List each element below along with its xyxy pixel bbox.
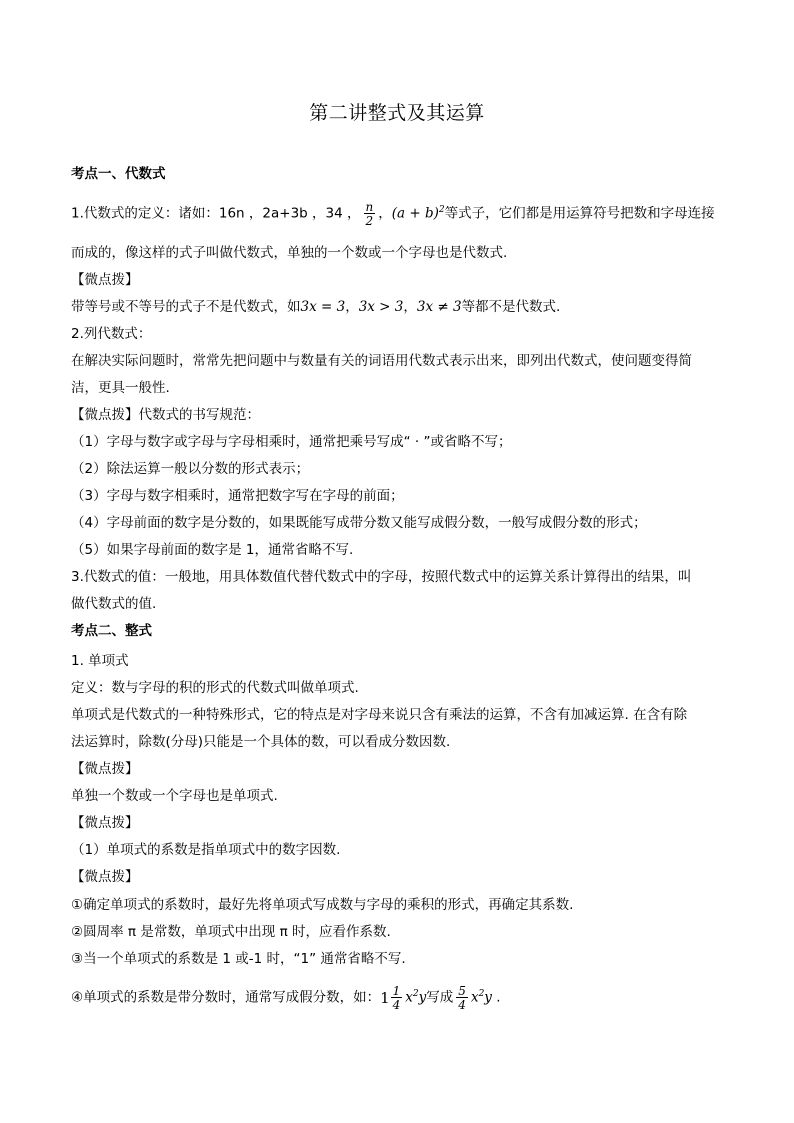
fraction-n-over-2: $\frac{n}{2}$ bbox=[365, 199, 374, 228]
tip-a-label: 【微点拨】 bbox=[71, 761, 139, 777]
point-2: ②圆周率 π 是常数，单项式中出现 π 时，应看作系数. bbox=[71, 924, 391, 940]
item1-line1: 1.代数式的定义：诸如：16n ，2a+3b ，34 ， $\frac{n}{2}$ ，$(a + b)^2$等式子，它们都是用运算符号把数和字母连接 bbox=[71, 199, 715, 228]
point-4: ④单项式的系数是带分数时，通常写成假分数，如：1 $\frac{1}{4}$ $x^2y$写成 $\frac{5}{4}$ $x^2y$ . bbox=[71, 983, 501, 1012]
item1-suffix: 等式子，它们都是用运算符号把数和字母连接 bbox=[444, 205, 715, 222]
item2-line1: 在解决实际问题时，常常先把问题中与数量有关的词语用代数式表示出来，即列出代数式，使问题变得简 bbox=[71, 353, 692, 369]
inequality-1: 3x > 3 bbox=[358, 299, 404, 315]
improper-fraction-expression: $\frac{5}{4}$ bbox=[458, 983, 466, 1012]
monomial-desc-line2: 法运算时，除数(分母)只能是一个具体的数，可以看成分数因数. bbox=[71, 734, 451, 750]
expr-a-plus-b: (a + b) bbox=[391, 205, 439, 222]
tip-b-text: （1）单项式的系数是指单项式中的数字因数. bbox=[71, 842, 341, 858]
point-1: ①确定单项式的系数时，最好先将单项式写成数与字母的乘积的形式，再确定其系数. bbox=[71, 897, 574, 913]
point-3: ③当一个单项式的系数是 1 或-1 时，“1” 通常省略不写. bbox=[71, 951, 406, 967]
item2-heading: 2.列代数式： bbox=[71, 326, 152, 342]
tip1-label: 【微点拨】 bbox=[71, 272, 139, 288]
tip-a-text: 单独一个数或一个字母也是单项式. bbox=[71, 788, 278, 804]
page-title: 第二讲整式及其运算 bbox=[309, 102, 485, 124]
tip2-label: 【微点拨】代数式的书写规范： bbox=[71, 407, 260, 423]
item3-line2: 做代数式的值. bbox=[71, 596, 157, 612]
tip-c-label: 【微点拨】 bbox=[71, 869, 139, 885]
item3-line1: 3.代数式的值：一般地，用具体数值代替代数式中的字母，按照代数式中的运算关系计算得出的结果，叫 bbox=[71, 569, 692, 585]
section2-heading: 考点二、整式 bbox=[71, 623, 152, 639]
section1-heading: 考点一、代数式 bbox=[71, 166, 166, 182]
item2-line2: 洁，更具一般性. bbox=[71, 380, 170, 396]
equation-1: 3x = 3 bbox=[300, 299, 346, 315]
rule-2: （2）除法运算一般以分数的形式表示； bbox=[71, 461, 310, 477]
item1-prefix: 1.代数式的定义：诸如：16n ，2a+3b ，34 ， bbox=[71, 205, 361, 222]
inequality-2: 3x ≠ 3 bbox=[416, 299, 462, 315]
sub-heading-monomial: 1. 单项式 bbox=[71, 653, 129, 669]
rule-3: （3）字母与数字相乘时，通常把数字写在字母的前面； bbox=[71, 488, 404, 504]
monomial-desc-line1: 单项式是代数式的一种特殊形式，它的特点是对字母来说只含有乘法的运算，不含有加减运算. 在含有除 bbox=[71, 707, 688, 723]
mixed-fraction-expression: 1 $\frac{1}{4}$ bbox=[380, 983, 401, 1012]
rule-4: （4）字母前面的数字是分数的，如果既能写成带分数又能写成假分数，一般写成假分数的形式； bbox=[71, 515, 647, 531]
rule-5: （5）如果字母前面的数字是 1，通常省略不写. bbox=[71, 542, 354, 558]
tip1-text: 带等号或不等号的式子不是代数式，如3x = 3，3x > 3，3x ≠ 3等都不是代数式. bbox=[71, 299, 561, 315]
item1-line2: 而成的，像这样的式子叫做代数式，单独的一个数或一个字母也是代数式. bbox=[71, 245, 508, 261]
monomial-definition: 定义：数与字母的积的形式的代数式叫做单项式. bbox=[71, 680, 359, 696]
rule-1: （1）字母与数字或字母与字母相乘时，通常把乘号写成“ · ”或省略不写； bbox=[71, 434, 512, 450]
tip-b-label: 【微点拨】 bbox=[71, 815, 139, 831]
